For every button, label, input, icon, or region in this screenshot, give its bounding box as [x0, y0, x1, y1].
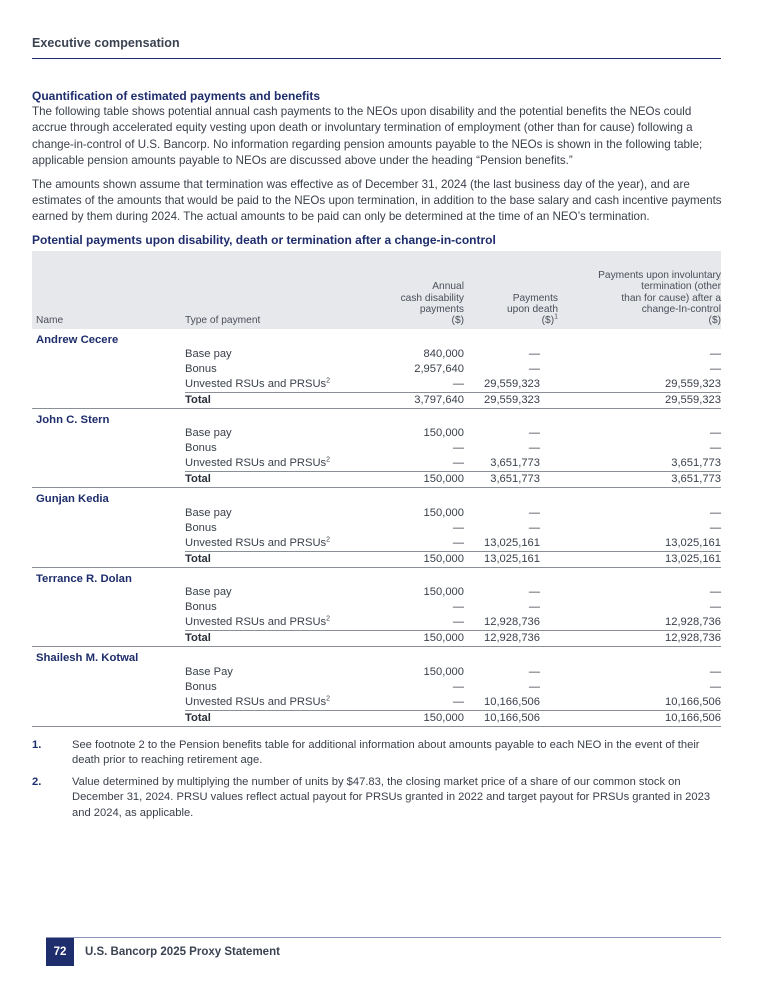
payment-row [32, 347, 721, 362]
death-value: — [528, 506, 540, 519]
total-disability: 3,797,640 [375, 392, 464, 408]
total-death: 29,559,323 [464, 392, 558, 408]
main-content [32, 88, 724, 821]
payment-row [32, 506, 721, 521]
footnote-ref-1[interactable]: 1 [554, 314, 558, 322]
footnote-number: 1. [32, 738, 42, 751]
termination-value: — [709, 362, 721, 375]
payment-type: Unvested RSUs and PRSUs$^2$ [185, 695, 331, 708]
blank-cell [32, 536, 185, 552]
total-death: 13,025,161 [464, 551, 558, 567]
blank-cell [32, 441, 185, 456]
termination-value: — [709, 506, 721, 519]
death-value: — [528, 586, 540, 599]
blank-cell [32, 710, 185, 726]
executive-name-row [32, 567, 721, 585]
termination-value: 10,166,506 [665, 695, 721, 708]
assumptions-paragraph: The amounts shown assume that termination was effective as of December 31, 2024 (the last business day of the year), and are estimates of the amounts that would be paid to the NEOs upon termination, in addition to the base salary and cash incentive payments earned by them during 2024. The actual amounts to be paid can only be determined at the time of an NEO’s termination. [32, 177, 722, 224]
payment-row [32, 615, 721, 631]
death-value: 12,928,736 [484, 616, 540, 629]
total-termination: 13,025,161 [558, 551, 721, 567]
termination-value: 12,928,736 [665, 616, 721, 629]
payment-row [32, 521, 721, 536]
payment-row [32, 456, 721, 472]
intro-paragraph: The following table shows potential annual cash payments to the NEOs upon disability and the potential benefits the NEOs could accrue through accelerated equity vesting upon death or involuntary termination of employment (other than for cause) following a change-in-control of U.S. Bancorp. No information regarding pension amounts payable to the NEOs is shown in the following table; applicable pension amounts payable to NEOs are discussed above under the heading “Pension benefits.” [32, 105, 703, 168]
blank-cell [32, 521, 185, 536]
footnote-ref-2[interactable]: 2 [326, 456, 331, 464]
section-heading: Quantification of estimated payments and benefits [32, 89, 321, 103]
table-header-row [32, 251, 721, 329]
footnote-2 [32, 775, 724, 822]
payment-type: Base pay [185, 347, 232, 360]
total-label: Total [185, 392, 375, 408]
total-label: Total [185, 472, 375, 488]
page-footer [46, 937, 721, 966]
header-name: Name [32, 251, 185, 329]
termination-value: — [709, 680, 721, 693]
executive-name-row [32, 408, 721, 426]
total-row [32, 631, 721, 647]
payment-type: Unvested RSUs and PRSUs$^2$ [185, 377, 331, 390]
payment-type: Bonus [185, 521, 217, 534]
section-running-title: Executive compensation [32, 36, 180, 50]
total-disability: 150,000 [375, 472, 464, 488]
death-value: — [528, 680, 540, 693]
death-value: — [528, 347, 540, 360]
page-number-badge: 72 [46, 938, 74, 966]
disability-value: 150,000 [423, 427, 464, 440]
blank-cell [32, 392, 185, 408]
blank-cell [32, 585, 185, 600]
payment-row [32, 680, 721, 695]
table-body [32, 329, 721, 727]
death-value: — [528, 362, 540, 375]
disability-value: — [452, 680, 464, 693]
payment-type: Base pay [185, 506, 232, 519]
termination-value: 29,559,323 [665, 377, 721, 390]
footnote-number: 2. [32, 775, 42, 788]
disability-value: 2,957,640 [414, 362, 464, 375]
blank-cell [32, 631, 185, 647]
payment-type: Base pay [185, 427, 232, 440]
blank-cell [32, 472, 185, 488]
death-value: 10,166,506 [484, 695, 540, 708]
total-death: 12,928,736 [464, 631, 558, 647]
payment-row [32, 441, 721, 456]
executive-name: Shailesh M. Kotwal [36, 652, 139, 665]
header-annual-cash-disability: Annual cash disability payments ($) [375, 251, 464, 329]
payment-row [32, 665, 721, 680]
payment-row [32, 695, 721, 711]
disability-value: 150,000 [423, 665, 464, 678]
payment-row [32, 377, 721, 393]
blank-cell [32, 680, 185, 695]
death-value: — [528, 521, 540, 534]
total-death: 10,166,506 [464, 710, 558, 726]
payment-type: Bonus [185, 680, 217, 693]
payment-row [32, 585, 721, 600]
termination-value: — [709, 521, 721, 534]
blank-cell [32, 456, 185, 472]
termination-value: — [709, 586, 721, 599]
footnote-ref-2[interactable]: 2 [326, 536, 331, 544]
total-label: Total [185, 551, 375, 567]
payment-type: Unvested RSUs and PRSUs$^2$ [185, 615, 331, 629]
total-termination: 29,559,323 [558, 392, 721, 408]
disability-value: — [452, 521, 464, 534]
payment-row [32, 426, 721, 441]
total-label: Total [185, 631, 375, 647]
termination-value: 13,025,161 [665, 536, 721, 549]
header-type-of-payment: Type of payment [185, 251, 375, 329]
death-value: 29,559,323 [484, 377, 540, 390]
page-header [32, 34, 721, 59]
death-value: — [528, 427, 540, 440]
payment-row [32, 600, 721, 615]
total-death: 3,651,773 [464, 472, 558, 488]
blank-cell [32, 362, 185, 377]
total-termination: 10,166,506 [558, 710, 721, 726]
executive-name: Gunjan Kedia [36, 493, 109, 506]
blank-cell [32, 347, 185, 362]
blank-cell [32, 695, 185, 711]
disability-value: — [452, 601, 464, 614]
header-payments-upon-termination: Payments upon involuntary termination (other than for cause) after a change-In-control ($) [558, 251, 721, 329]
footnote-ref-2[interactable]: 2 [326, 695, 331, 703]
total-row [32, 551, 721, 567]
executive-name-row [32, 488, 721, 506]
total-disability: 150,000 [375, 631, 464, 647]
footnote-ref-2[interactable]: 2 [326, 615, 331, 623]
termination-value: — [709, 601, 721, 614]
executive-name-row [32, 329, 721, 347]
footer-document-title: U.S. Bancorp 2025 Proxy Statement [85, 946, 280, 958]
payment-row [32, 536, 721, 552]
disability-value: — [452, 442, 464, 455]
total-row [32, 392, 721, 408]
payment-type: Bonus [185, 442, 217, 455]
death-value: 3,651,773 [490, 457, 540, 470]
blank-cell [32, 551, 185, 567]
executive-name: Terrance R. Dolan [36, 572, 132, 585]
total-label: Total [185, 710, 375, 726]
termination-value: — [709, 347, 721, 360]
executive-name-row [32, 647, 721, 665]
death-value: — [528, 665, 540, 678]
payment-type: Base pay [185, 586, 232, 599]
header-payments-upon-death: Payments upon death ($)$^1$ [464, 251, 558, 329]
death-value: — [528, 601, 540, 614]
footnotes-list [32, 738, 724, 822]
disability-value: 150,000 [423, 586, 464, 599]
potential-payments-table [32, 251, 721, 727]
footnote-text: Value determined by multiplying the number of units by $47.83, the closing market price of a share of our common stock on December 31, 2024. PRSU values reflect actual payout for PRSUs granted in 2022 and target payout for PRSUs granted in 2023 and 2024, as applicable. [72, 775, 711, 819]
blank-cell [32, 665, 185, 680]
disability-value: — [452, 377, 464, 390]
footnote-ref-2[interactable]: 2 [326, 377, 331, 385]
death-value: 13,025,161 [484, 536, 540, 549]
blank-cell [32, 506, 185, 521]
executive-name: John C. Stern [36, 413, 110, 426]
disability-value: — [452, 457, 464, 470]
total-disability: 150,000 [375, 551, 464, 567]
footnote-text: See footnote 2 to the Pension benefits table for additional information about amounts payable to each NEO in the event of their death prior to reaching retirement age. [72, 738, 700, 767]
footnote-1 [32, 738, 724, 769]
payment-type: Unvested RSUs and PRSUs$^2$ [185, 456, 331, 470]
total-termination: 12,928,736 [558, 631, 721, 647]
total-row [32, 710, 721, 726]
total-disability: 150,000 [375, 710, 464, 726]
disability-value: — [452, 536, 464, 549]
payment-type: Bonus [185, 601, 217, 614]
blank-cell [32, 615, 185, 631]
total-termination: 3,651,773 [558, 472, 721, 488]
total-row [32, 472, 721, 488]
payment-type: Bonus [185, 362, 217, 375]
termination-value: — [709, 442, 721, 455]
blank-cell [32, 377, 185, 393]
termination-value: — [709, 665, 721, 678]
payment-type: Base Pay [185, 665, 233, 678]
payment-type: Unvested RSUs and PRSUs$^2$ [185, 536, 331, 549]
termination-value: 3,651,773 [671, 457, 721, 470]
disability-value: 840,000 [423, 347, 464, 360]
blank-cell [32, 426, 185, 441]
executive-name: Andrew Cecere [36, 333, 119, 346]
disability-value: — [452, 695, 464, 708]
death-value: — [528, 442, 540, 455]
termination-value: — [709, 427, 721, 440]
blank-cell [32, 600, 185, 615]
disability-value: — [452, 616, 464, 629]
payment-row [32, 362, 721, 377]
disability-value: 150,000 [423, 506, 464, 519]
table-title: Potential payments upon disability, death or termination after a change-in-control [32, 232, 496, 247]
